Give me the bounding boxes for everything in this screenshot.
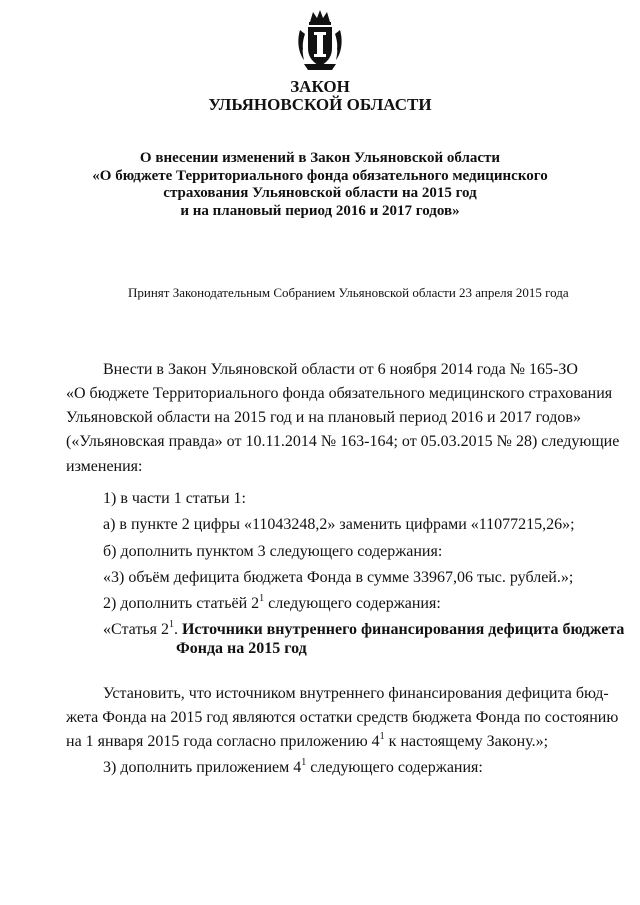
superscript: 1 — [379, 731, 385, 742]
list-item — [103, 756, 483, 780]
adoption-statement: Принят Законодательным Собранием Ульяновской области 23 апреля 2015 года — [128, 285, 569, 300]
list-item: 1) в части 1 статьи 1: — [103, 490, 246, 507]
intro-line: («Ульяновская правда» от 10.11.2014 № 163-164; от 05.03.2015 № 28) следующие — [66, 433, 620, 450]
item-text: 3) дополнить приложением 4 — [103, 759, 302, 776]
article-text-line: Установить, что источником внутреннего финансирования дефицита бюд- — [103, 685, 609, 702]
superscript: 1 — [259, 593, 265, 604]
law-title — [0, 150, 640, 220]
item-text: на 1 января 2015 года согласно приложению 4 — [66, 733, 380, 750]
article-text-line — [66, 730, 548, 754]
item-text: 2) дополнить статьёй 2 — [103, 595, 260, 612]
article-number: «Статья 2 — [103, 621, 169, 638]
list-item: «3) объём дефицита бюджета Фонда в сумме 33967,06 тыс. рублей.»; — [103, 569, 574, 586]
law-title-line: О внесении изменений в Закон Ульяновской области — [139, 150, 501, 166]
list-item: б) дополнить пунктом 3 следующего содержания: — [103, 543, 443, 560]
law-title-line: «О бюджете Территориального фонда обязательного медицинского — [92, 167, 548, 184]
intro-line: «О бюджете Территориального фонда обязательного медицинского страхования — [66, 385, 613, 402]
region-name: УЛЬЯНОВСКОЙ ОБЛАСТИ — [208, 95, 432, 114]
list-item — [103, 592, 441, 616]
law-title-line: и на плановый период 2016 и 2017 годов» — [180, 202, 460, 219]
article-text-line: жета Фонда на 2015 год являются остатки средств бюджета Фонда по состоянию — [66, 709, 619, 726]
superscript: 1 — [301, 757, 307, 768]
intro-line: Ульяновской области на 2015 год и на плановый период 2016 и 2017 годов» — [66, 409, 581, 426]
list-item: а) в пункте 2 цифры «11043248,2» заменить цифрами «11077215,26»; — [103, 516, 575, 533]
law-title-line: страхования Ульяновской области на 2015 год — [163, 185, 477, 201]
law-label: ЗАКОН — [290, 77, 350, 96]
coat-of-arms-icon — [296, 8, 344, 72]
article-title-cont: Фонда на 2015 год — [176, 640, 307, 657]
article-title: Источники внутреннего финансирования дефицита бюджета — [181, 621, 625, 638]
item-text: следующего содержания: — [264, 595, 441, 612]
superscript: 1 — [168, 619, 174, 630]
intro-line: изменения: — [66, 458, 143, 475]
article-dot: . — [173, 621, 178, 638]
item-text: к настоящему Закону.»; — [384, 733, 549, 750]
item-text: следующего содержания: — [306, 759, 483, 776]
intro-line: Внести в Закон Ульяновской области от 6 ноября 2014 года № 165-ЗО — [103, 361, 578, 378]
